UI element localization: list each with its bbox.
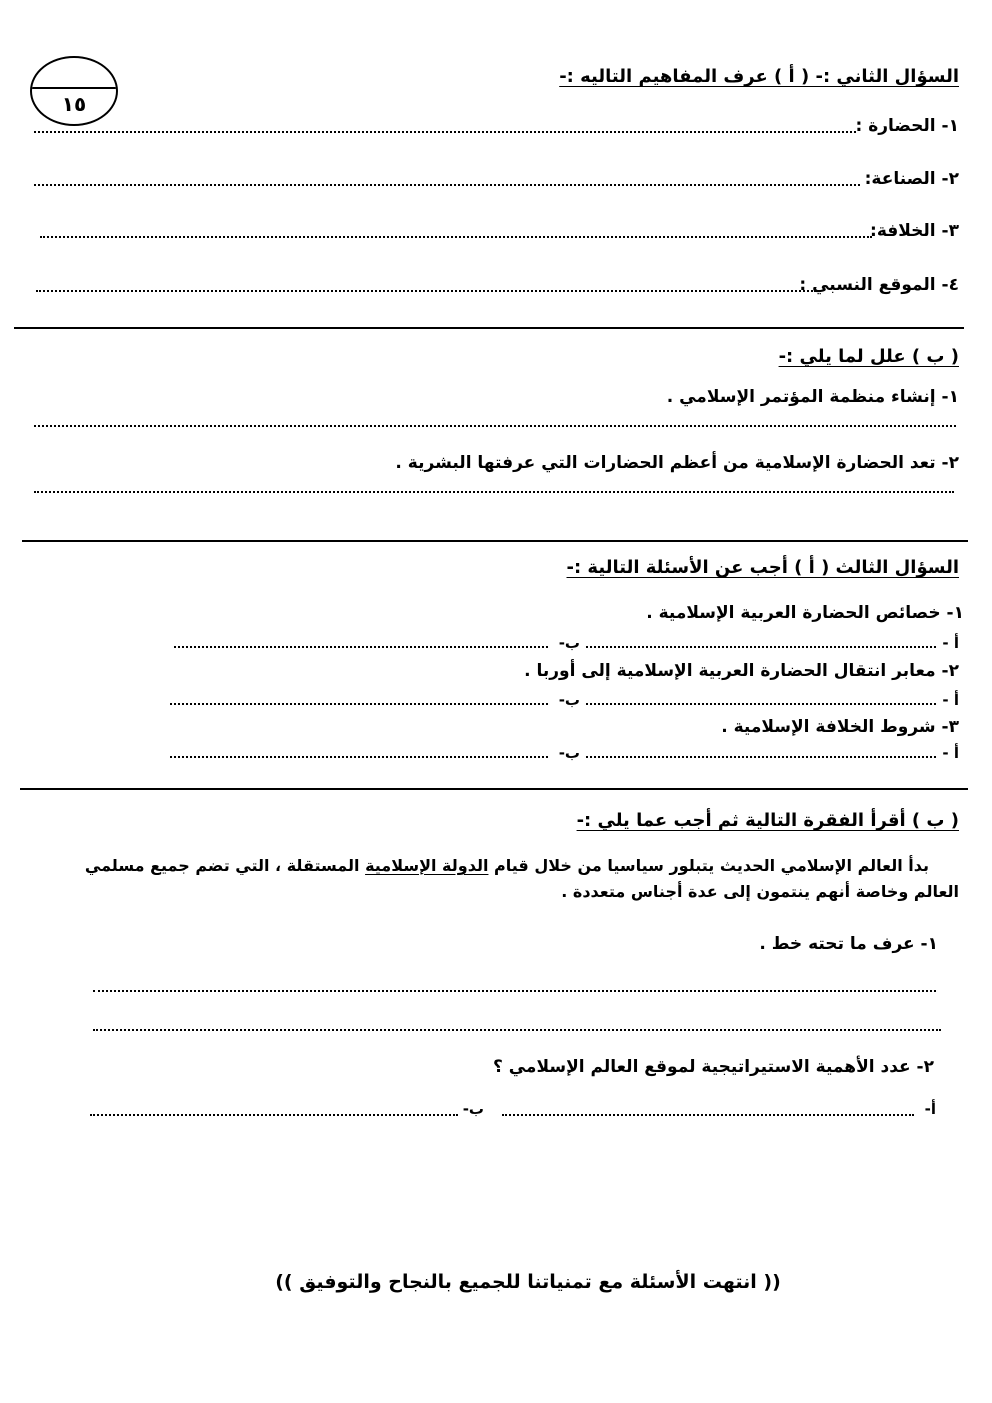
q3b-sub-2-b-label: ب- — [462, 1100, 484, 1118]
q3-item-3: ٣- شروط الخلافة الإسلامية . — [721, 717, 959, 737]
answer-line[interactable] — [502, 1114, 914, 1116]
answer-line[interactable] — [170, 703, 548, 705]
q2-item-3: ٣- الخلافة: — [870, 221, 959, 241]
answer-line[interactable] — [34, 425, 956, 427]
q3-item-1: ١- خصائص الحضارة العربية الإسلامية . — [646, 603, 964, 623]
closing-message: (( انتهت الأسئلة مع تمنياتنا للجميع بالنجاح والتوفيق )) — [275, 1271, 781, 1293]
section-divider — [14, 327, 964, 329]
q3-item-3-a-label: أ - — [942, 744, 959, 762]
reading-paragraph — [54, 853, 959, 905]
answer-line[interactable] — [40, 236, 872, 238]
q2b-item-1: ١- إنشاء منظمة المؤتمر الإسلامي . — [666, 387, 959, 407]
answer-line[interactable] — [586, 756, 936, 758]
answer-line[interactable] — [36, 290, 816, 292]
q2b-item-2: ٢- تعد الحضارة الإسلامية من أعظم الحضارات التي عرفتها البشرية . — [395, 453, 959, 473]
q3-item-3-b-label: ب- — [558, 744, 580, 762]
q3-item-1-a-label: أ - — [942, 634, 959, 652]
answer-line[interactable] — [586, 646, 936, 648]
answer-line[interactable] — [34, 184, 860, 186]
answer-line[interactable] — [34, 491, 954, 493]
answer-line[interactable] — [93, 990, 936, 992]
q3-item-2: ٢- معابر انتقال الحضارة العربية الإسلامية إلى أوربا . — [524, 661, 959, 681]
grade-circle — [30, 56, 118, 126]
answer-line[interactable] — [93, 1029, 941, 1031]
q3b-sub-2: ٢- عدد الأهمية الاستيراتيجية لموقع العالم الإسلامي ؟ — [492, 1057, 934, 1077]
answer-line[interactable] — [586, 703, 936, 705]
answer-line[interactable] — [170, 756, 548, 758]
q2-item-4: ٤- الموقع النسبي : — [799, 275, 959, 295]
paragraph-text-end: المستقلة ، التي تضم جميع مسلمي العالم وخاصة أنهم ينتمون إلى عدة أجناس متعددة . — [84, 856, 959, 901]
grade-divider — [32, 87, 116, 89]
q2-item-2: ٢- الصناعة: — [864, 169, 959, 189]
q3-item-1-b-label: ب- — [558, 634, 580, 652]
q3-item-2-b-label: ب- — [558, 691, 580, 709]
q3b-sub-2-a-label: أ- — [924, 1100, 936, 1118]
q2-title: السؤال الثاني :- ( أ ) عرف المفاهيم التاليه :- — [559, 66, 959, 87]
q3-item-2-a-label: أ - — [942, 691, 959, 709]
q3b-sub-1: ١- عرف ما تحته خط . — [759, 934, 938, 954]
grade-value: ١٥ — [61, 92, 87, 116]
q3b-title: ( ب ) أقرأ الفقرة التالية ثم أجب عما يلي :- — [576, 810, 959, 831]
paragraph-text-start: بدأ العالم الإسلامي الحديث يتبلور سياسيا من خلال قيام — [488, 856, 929, 875]
section-divider — [20, 788, 968, 790]
q2-item-1: ١- الحضارة : — [855, 116, 959, 136]
section-divider — [22, 540, 968, 542]
answer-line[interactable] — [34, 131, 856, 133]
answer-line[interactable] — [90, 1114, 458, 1116]
answer-line[interactable] — [174, 646, 548, 648]
q3-title: السؤال الثالث ( أ ) أجب عن الأسئلة التالية :- — [566, 557, 959, 578]
q2b-title: ( ب ) علل لما يلي :- — [778, 346, 959, 367]
paragraph-underlined-term: الدولة الإسلامية — [365, 856, 489, 875]
